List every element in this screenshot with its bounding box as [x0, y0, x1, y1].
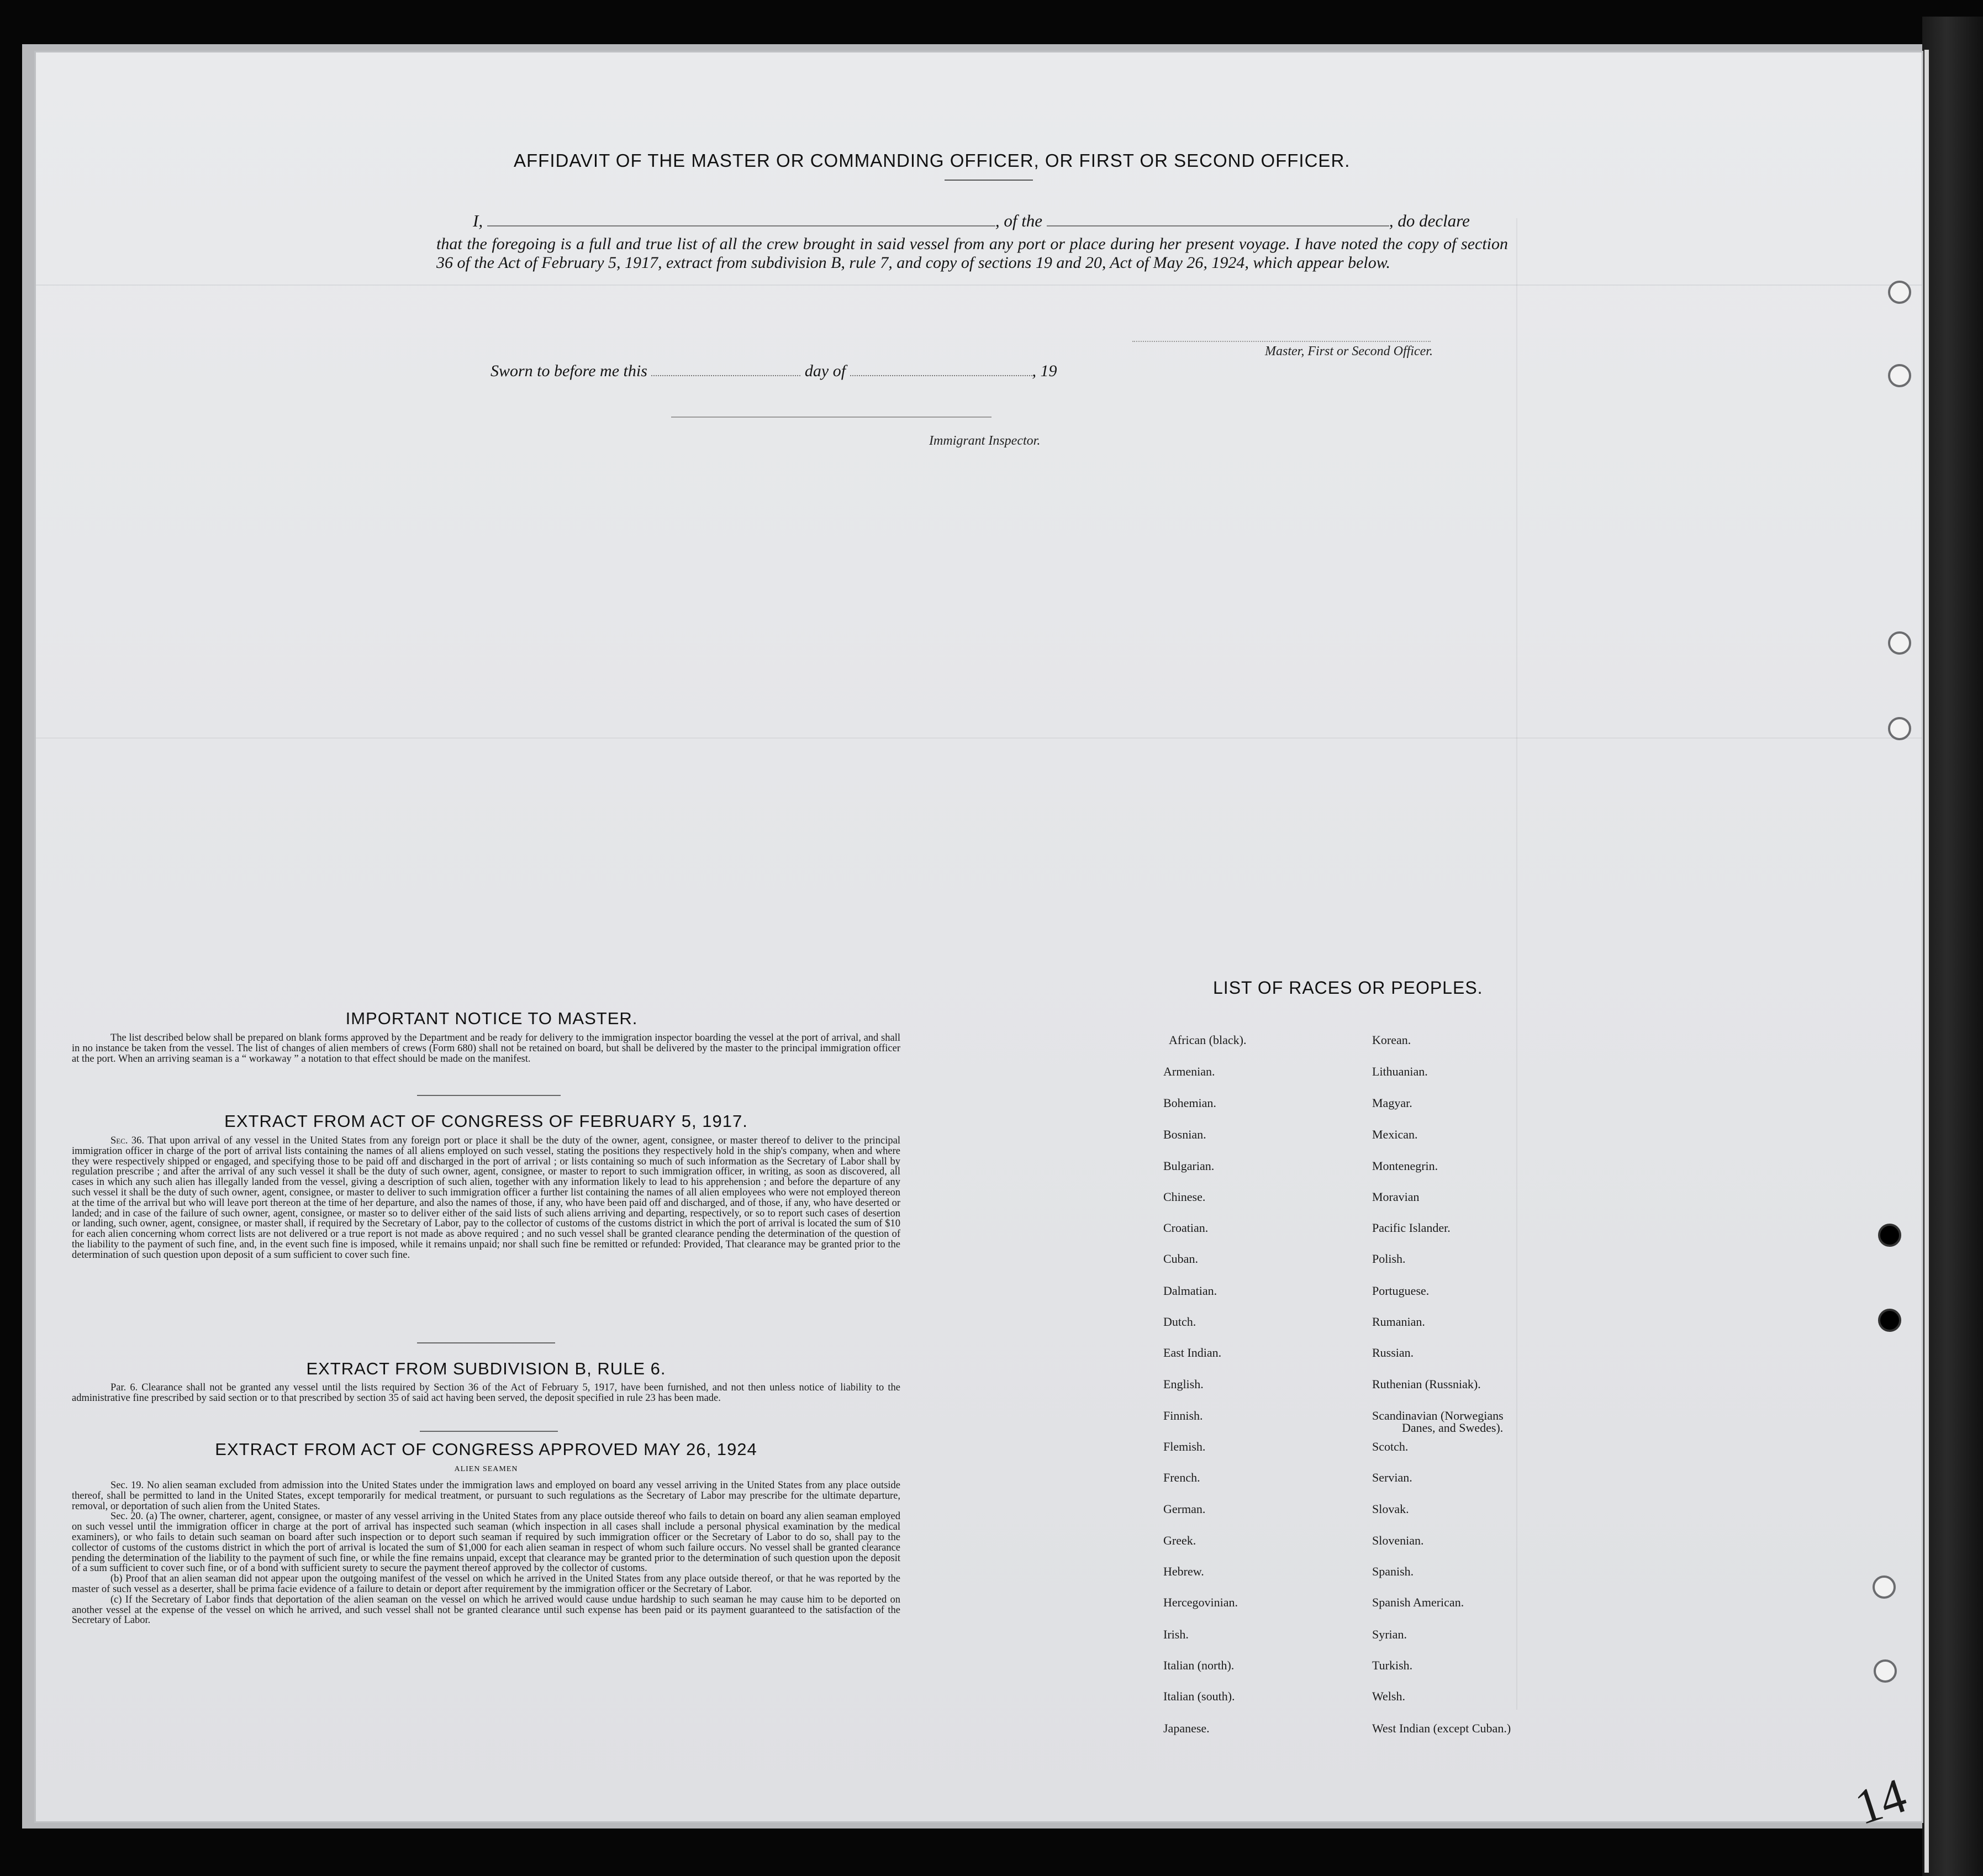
race-item: Servian.: [1372, 1471, 1412, 1484]
race-item: Spanish.: [1372, 1564, 1414, 1578]
scanner-edge: [1922, 17, 1983, 1876]
punch-hole: [1888, 364, 1911, 387]
act-1924-title: EXTRACT FROM ACT OF CONGRESS APPROVED MAY 26, 1924: [215, 1440, 757, 1459]
notice-title: IMPORTANT NOTICE TO MASTER.: [345, 1009, 638, 1028]
bleed-through-rule: [36, 284, 1922, 286]
race-item: Slovak.: [1372, 1502, 1409, 1516]
sec-20c-paragraph: (c) If the Secretary of Labor finds that deportation of the alien seaman on the vessel on which he arrived would cause undue hardship to such seaman he may cause him to be deported on another vessel at the expense of the vessel on which he arrived, and such vessel shall not be granted clearance until such expense has been paid or its payment guaranteed to the satisfaction of the Secretary of Labor.: [72, 1594, 900, 1626]
race-item: Greek.: [1163, 1534, 1196, 1547]
divider: [417, 1342, 555, 1343]
race-item: Pacific Islander.: [1372, 1221, 1451, 1235]
sec-19-paragraph: Sec. 19. No alien seaman excluded from admission into the United States under the immigration laws and employed on board any vessel arriving in the United States from any place outside thereof, shall be permitted to land in the United States, except temporarily for medical treatment, or pursuant to such regulations as the Secretary of Labor may prescribe for the ultimate departure, removal, or deportation of such alien from the United States.: [72, 1480, 900, 1512]
race-item: Flemish.: [1163, 1440, 1206, 1453]
day-blank: [651, 375, 800, 376]
race-item: Dalmatian.: [1163, 1284, 1217, 1298]
race-item: East Indian.: [1163, 1346, 1222, 1359]
race-item: Turkish.: [1372, 1658, 1413, 1672]
race-item: Bulgarian.: [1163, 1159, 1215, 1173]
affidavit-declare: , do declare: [1389, 211, 1470, 230]
act-1917-text: [72, 1136, 900, 1261]
race-item: Montenegrin.: [1372, 1159, 1438, 1173]
affidavit-of-the: , of the: [995, 211, 1043, 230]
race-item: Welsh.: [1372, 1689, 1405, 1703]
race-item: Bosnian.: [1163, 1127, 1206, 1141]
punch-hole: [1878, 1309, 1901, 1332]
rule-6-paragraph: Par. 6. Clearance shall not be granted any vessel until the lists required by Section 36 of the Act of February 5, 1917, have been furnished, and not then unless notice of liability to the administrative fine prescribed by said section or to that prescribed by section 35 of said act having been served, the deposit specified in rule 23 has been made.: [72, 1382, 900, 1404]
sec-20b-paragraph: (b) Proof that an alien seaman did not appear upon the outgoing manifest of the vessel on which he arrived in the United States from any place outside thereof, or that he was reported by the master of such vessel as a deserter, shall be prima facie evidence of a failure to detain or deport after requirement by the immigration officer or the Secretary of Labor.: [72, 1573, 900, 1595]
divider: [945, 180, 1033, 181]
races-title: LIST OF RACES OR PEOPLES.: [1213, 978, 1483, 998]
page-number: 14: [1848, 1768, 1913, 1836]
race-item: Chinese.: [1163, 1190, 1206, 1204]
notice-text: [72, 1033, 900, 1064]
race-item: Finnish.: [1163, 1409, 1203, 1422]
race-item: West Indian (except Cuban.): [1372, 1721, 1511, 1735]
race-item: Korean.: [1372, 1033, 1411, 1047]
punch-hole: [1878, 1224, 1901, 1247]
month-blank: [850, 375, 1032, 376]
race-item: French.: [1163, 1471, 1200, 1484]
race-item: Japanese.: [1163, 1721, 1210, 1735]
sec-20a-paragraph: Sec. 20. (a) The owner, charterer, agent, consignee, or master of any vessel arriving in the United States from any place outside thereof who fails to detain on board any alien seaman employed on such vessel until the immigration officer in charge at the port of arrival has inspected such seaman (which inspection in all cases shall include a personal physical examination by the medical examiners), or who fails to detain such seaman on board after such inspection or to deport such seaman if required by such immigration officer or the Secretary of Labor to do so, shall pay to the collector of customs of the customs district in which the port of arrival is located the sum of $1,000 for each alien seaman in respect of whom such failure occurs. No vessel shall be granted clearance pending the determination of the liability to the payment of such fine, or while the fine remains unpaid, except that clearance may be granted prior to the determination of such question upon the deposit of a sum sufficient to cover such fine, or of a bond with sufficient surety to secure the payment thereof approved by the collector of customs.: [72, 1511, 900, 1574]
race-item: Russian.: [1372, 1346, 1414, 1359]
signature-label: Master, First or Second Officer.: [1265, 344, 1433, 359]
race-item: Spanish American.: [1372, 1595, 1464, 1609]
punch-hole: [1873, 1575, 1896, 1599]
bleed-through-rule: [36, 737, 1922, 739]
race-item: Italian (south).: [1163, 1689, 1235, 1703]
vessel-blank: [1047, 225, 1389, 226]
race-item: Slovenian.: [1372, 1534, 1424, 1547]
sworn-day-of: day of: [804, 362, 846, 380]
punch-hole: [1888, 631, 1911, 655]
rule-6-text: [72, 1383, 900, 1404]
race-item: English.: [1163, 1377, 1204, 1391]
sworn-line: [491, 362, 1057, 381]
race-item: Moravian: [1372, 1190, 1420, 1204]
race-item: Armenian.: [1163, 1065, 1215, 1078]
divider: [417, 1095, 561, 1096]
inspector-label: Immigrant Inspector.: [929, 434, 1041, 448]
punch-hole: [1888, 717, 1911, 740]
punch-hole: [1888, 281, 1911, 304]
signature-line: [1132, 341, 1431, 342]
race-item: Scotch.: [1372, 1440, 1409, 1453]
affidavit-text: that the foregoing is a full and true list of all the crew brought in said vessel from any port or place during her present voyage. I have noted the copy of section 36 of the Act of February 5, 1917, extract from subdivision B, rule 7, and copy of sections 19 and 20, Act of May 26, 1924, which appear below.: [436, 235, 1508, 272]
inspector-signature-line: [671, 417, 991, 418]
affidavit-declaration-line: [473, 211, 1470, 231]
race-item: Dutch.: [1163, 1315, 1196, 1329]
race-item: Hebrew.: [1163, 1564, 1204, 1578]
act-1917-title: EXTRACT FROM ACT OF CONGRESS OF FEBRUARY 5, 1917.: [224, 1111, 748, 1131]
notice-paragraph: The list described below shall be prepared on blank forms approved by the Department and be ready for delivery to the immigration inspector boarding the vessel at the port of arrival, and shall in no instance be taken from the vessel. The list of changes of alien members of crews (Form 680) shall not be retained on board, but shall be delivered by the master to the principal immigration officer at the port. When an arriving seaman is a “ workaway ” a notation to that effect should be made on the manifest.: [72, 1032, 900, 1065]
race-item: Scandinavian (Norwegians: [1372, 1409, 1504, 1422]
race-item: Mexican.: [1372, 1127, 1418, 1141]
sec-36-paragraph: [72, 1136, 900, 1261]
rule-6-title: EXTRACT FROM SUBDIVISION B, RULE 6.: [306, 1359, 666, 1378]
affidavit-i: I,: [473, 211, 483, 230]
race-item: German.: [1163, 1502, 1206, 1516]
affidavit-title: AFFIDAVIT OF THE MASTER OR COMMANDING OFFICER, OR FIRST OR SECOND OFFICER.: [514, 150, 1351, 171]
sec-36-text: That upon arrival of any vessel in the United States from any foreign port or place it shall be the duty of the owner, agent, consignee, or master thereof to deliver to the principal immigration officer in charge of the port of arrival lists containing the names of all aliens employed on such vessel, stating the positions they respectively hold in the ship's company, when and where they were respectively shipped or engaged, and specifying those to be paid off and discharged in the port of arrival ; or lists containing so much of such information as the Secretary of Labor shall by regulation prescribe ; and after the arrival of any such vessel it shall be the duty of such owner, agent, consignee, or master to report to such immigration officer, in writing, as soon as discovered, all cases in which any such alien has illegally landed from the vessel, giving a description of such alien, together with any information likely to lead to his apprehension ; and before the departure of any such vessel it shall be the duty of such owner, agent, consignee, or master to deliver to such immigration officer a further list containing the names of all alien employees who were not employed thereon at the time of the arrival but who will leave port thereon at the time of her departure, and also the names of those, if any, who have been paid off and discharged, and of those, if any, who have deserted or landed; and in case of the failure of such owner, agent, consignee, or master so to deliver either of the said lists of such aliens arriving and departing, respectively, or so to report such cases of desertion or landing, such owner, agent, consignee, or master shall, if required by the Secretary of Labor, pay to the collector of customs of the customs district in which the port of arrival is located the sum of $10 for each alien concerning whom correct lists are not delivered or a true report is not made as above required ; and no such vessel shall be granted clearance pending the determination of the question of the liability to the payment of such fine, and, in the event such fine is imposed, while it remains unpaid; nor shall such fine be remitted or refunded: Provided, That clearance may be granted prior to the determination of such question upon deposit of a sum sufficient to cover such fine.: [72, 1135, 900, 1261]
race-item: Bohemian.: [1163, 1096, 1216, 1110]
act-1924-subtitle: ALIEN SEAMEN: [454, 1465, 518, 1473]
race-item: Hercegovinian.: [1163, 1595, 1238, 1609]
race-item: Italian (north).: [1163, 1658, 1235, 1672]
act-1924-text: [72, 1480, 900, 1626]
race-item: Syrian.: [1372, 1627, 1407, 1641]
race-item: Portuguese.: [1372, 1284, 1430, 1298]
punch-hole: [1874, 1659, 1897, 1683]
bleed-through-title: [290, 135, 301, 167]
race-item: Cuban.: [1163, 1252, 1198, 1266]
bleed-through-rule: [1516, 218, 1517, 1710]
divider: [420, 1431, 558, 1432]
race-item: Lithuanian.: [1372, 1065, 1428, 1078]
race-item: Magyar.: [1372, 1096, 1412, 1110]
race-item: Irish.: [1163, 1627, 1189, 1641]
race-item: Ruthenian (Russniak).: [1372, 1377, 1481, 1391]
name-blank: [487, 225, 995, 226]
affidavit-body: [436, 235, 1508, 272]
sworn-year: , 19: [1032, 362, 1057, 380]
sec-36-label: Sec. 36.: [110, 1135, 144, 1146]
race-item: African (black).: [1169, 1033, 1247, 1047]
race-item: Croatian.: [1163, 1221, 1209, 1235]
race-item: Polish.: [1372, 1252, 1406, 1266]
sworn-prefix: Sworn to before me this: [491, 362, 647, 380]
race-item: Danes, and Swedes).: [1402, 1421, 1504, 1435]
race-item: Rumanian.: [1372, 1315, 1425, 1329]
